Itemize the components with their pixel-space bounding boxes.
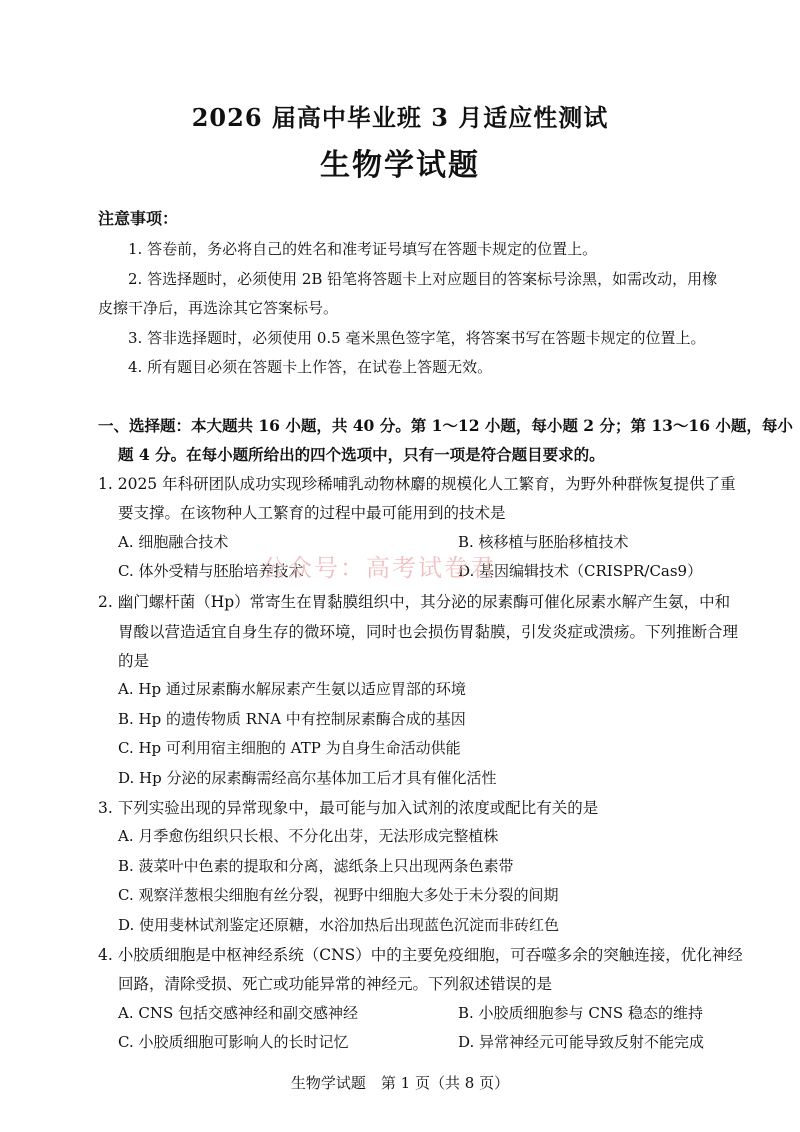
notice-line: 皮擦干净后，再选涂其它答案标号。: [98, 299, 339, 317]
option-d: D. 基因编辑技术（CRISPR/Cas9）: [458, 562, 703, 580]
option-b: B. 核移植与胚胎移植技术: [458, 533, 629, 551]
question-stem: 2. 幽门螺杆菌（Hp）常寄生在胃黏膜组织中，其分泌的尿素酶可催化尿素水解产生氨，中和: [98, 593, 731, 611]
option-c: C. Hp 可利用宿主细胞的 ATP 为自身生命活动供能: [118, 739, 461, 757]
section-heading: 题 4 分。在每小题所给出的四个选项中，只有一项是符合题目要求的。: [118, 445, 605, 464]
question-stem: 1. 2025 年科研团队成功实现珍稀哺乳动物林麝的规模化人工繁育，为野外种群恢复提供了重: [98, 475, 736, 493]
option-a: A. CNS 包括交感神经和副交感神经: [118, 1004, 359, 1022]
option-d: D. Hp 分泌的尿素酶需经高尔基体加工后才具有催化活性: [118, 769, 497, 787]
notice-line: 3. 答非选择题时，必须使用 0.5 毫米黑色签字笔，将答案书写在答题卡规定的位置上。: [128, 329, 706, 347]
watermark: 公众号：高考试卷君: [262, 554, 496, 582]
section-heading: 一、选择题：本大题共 16 小题，共 40 分。第 1～12 小题，每小题 2 分；第 13～16 小题，每小: [98, 416, 793, 435]
exam-title: 2026 届高中毕业班 3 月适应性测试: [191, 103, 609, 132]
question-stem: 回路，清除受损、死亡或功能异常的神经元。下列叙述错误的是: [118, 975, 553, 993]
option-c: C. 小胶质细胞可影响人的长时记忆: [118, 1033, 349, 1051]
question-stem: 胃酸以营造适宜自身生存的微环境，同时也会损伤胃黏膜，引发炎症或溃疡。下列推断合理: [118, 623, 739, 641]
question-stem: 要支撑。在该物种人工繁育的过程中最可能用到的技术是: [118, 504, 506, 522]
option-d: D. 使用斐林试剂鉴定还原糖，水浴加热后出现蓝色沉淀而非砖红色: [118, 916, 560, 934]
option-c: C. 观察洋葱根尖细胞有丝分裂，视野中细胞大多处于未分裂的间期: [118, 886, 559, 904]
subject-title: 生物学试题: [320, 148, 480, 183]
page-footer: 生物学试题 第 1 页（共 8 页）: [290, 1074, 510, 1092]
option-b: B. 小胶质细胞参与 CNS 稳态的维持: [458, 1004, 703, 1022]
option-a: A. 月季愈伤组织只长根、不分化出芽，无法形成完整植株: [118, 827, 499, 845]
option-a: A. 细胞融合技术: [118, 533, 229, 551]
option-a: A. Hp 通过尿素酶水解尿素产生氨以适应胃部的环境: [118, 680, 466, 698]
question-stem: 3. 下列实验出现的异常现象中，最可能与加入试剂的浓度或配比有关的是: [98, 799, 599, 817]
option-b: B. Hp 的遗传物质 RNA 中有控制尿素酶合成的基因: [118, 710, 466, 728]
question-stem: 4. 小胶质细胞是中枢神经系统（CNS）中的主要免疫细胞，可吞噬多余的突触连接，优化神经: [98, 946, 743, 964]
notice-line: 2. 答选择题时，必须使用 2B 铅笔将答题卡上对应题目的答案标号涂黑，如需改动，用橡: [128, 270, 718, 288]
option-c: C. 体外受精与胚胎培养技术: [118, 562, 304, 580]
option-d: D. 异常神经元可能导致反射不能完成: [458, 1033, 705, 1051]
notice-line: 4. 所有题目必须在答题卡上作答，在试卷上答题无效。: [128, 358, 493, 376]
question-stem: 的是: [118, 652, 150, 670]
notice-line: 1. 答卷前，务必将自己的姓名和准考证号填写在答题卡规定的位置上。: [128, 240, 598, 258]
notice-heading: 注意事项：: [98, 209, 179, 228]
option-b: B. 菠菜叶中色素的提取和分离，滤纸条上只出现两条色素带: [118, 857, 514, 875]
